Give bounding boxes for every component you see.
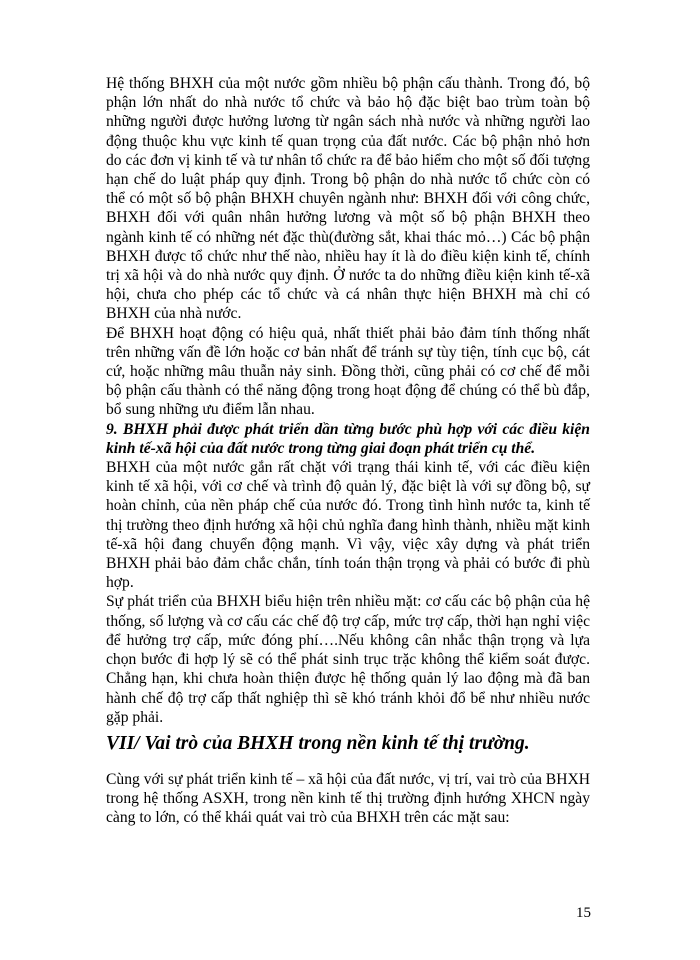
paragraph-bhxh-economy: BHXH của một nước gắn rất chặt với trạng thái kinh tế, với các điều kiện kinh tế xã hội, với cơ chế và trình độ quản lý, đặc biệt là với sự đồng bộ, sự hoàn chỉnh, của nền pháp chế của nước đó. Trong tình hình nước ta, kinh tế thị trường theo định hướng xã hội chủ nghĩa đang hình thành, nhiều mặt kinh tế-xã hội đang chuyển động mạnh. Vì vậy, việc xây dựng và phát triển BHXH phải bảo đảm chắc chắn, tính toán thận trọng và phải có bước đi phù hợp. xyxy=(106,459,590,592)
page-number: 15 xyxy=(576,905,591,921)
paragraph-bhxh-components: Hệ thống BHXH của một nước gồm nhiều bộ phận cấu thành. Trong đó, bộ phận lớn nhất do nhà nước tổ chức và bảo hộ đặc biệt bao trùm toàn bộ những người được hưởng lương từ ngân sách nhà nước và những người lao động thuộc khu vực kinh tế quan trọng của đất nước. Các bộ phận nhỏ hơn do các đơn vị kinh tế và tư nhân tổ chức ra để bảo hiểm cho một số đối tượng hạn chế do luật pháp quy định. Trong bộ phận do nhà nước tổ chức còn có thể có một số bộ phận BHXH chuyên ngành như: BHXH đối với công chức, BHXH đối với quân nhân hưởng lương và một số bộ phận BHXH theo ngành kinh tế có những nét đặc thù(đường sắt, khai thác mỏ…) Các bộ phận BHXH được tổ chức như thế nào, nhiều hay ít là do điều kiện kinh tế, chính trị xã hội và do nhà nước quy định. Ở nước ta do những điều kiện kinh tế-xã hội, chưa cho phép các tổ chức và cá nhân thực hiện BHXH mà chỉ có BHXH của nhà nước. xyxy=(106,75,590,323)
item-heading-9: 9. BHXH phải được phát triển dần từng bước phù hợp với các điều kiện kinh tế-xã hội của đất nước trong từng giai đoạn phát triển cụ thể. xyxy=(106,420,590,457)
document-body xyxy=(106,74,590,828)
paragraph-bhxh-unity: Để BHXH hoạt động có hiệu quả, nhất thiết phải bảo đảm tính thống nhất trên những vấn đề lớn hoặc cơ bản nhất để tránh sự tùy tiện, tính cục bộ, cát cứ, hoặc những mâu thuẫn nảy sinh. Đồng thời, cũng phải có cơ chế để mỗi bộ phận cấu thành có thể năng động trong hoạt động để chúng có thể bù đắp, bổ sung những ưu điểm lẫn nhau. xyxy=(106,324,590,419)
paragraph-bhxh-development: Sự phát triển của BHXH biểu hiện trên nhiều mặt: cơ cấu các bộ phận của hệ thống, số lượng và cơ cấu các chế độ trợ cấp, mức trợ cấp, thời hạn nghỉ việc để hưởng trợ cấp, mức đóng phí….Nếu không cân nhắc thận trọng và lựa chọn bước đi hợp lý sẽ có thể phát sinh trục trặc không thể kiểm soát được. Chẳng hạn, khi chưa hoàn thiện được hệ thống quản lý lao động mà đã ban hành chế độ trợ cấp thất nghiệp thì sẽ khó tránh khỏi đổ bể như nhiều nước gặp phải. xyxy=(106,593,590,726)
paragraph-bhxh-role: Cùng với sự phát triển kinh tế – xã hội của đất nước, vị trí, vai trò của BHXH trong hệ thống ASXH, trong nền kinh tế thị trường định hướng XHCN ngày càng to lớn, có thể khái quát vai trò của BHXH trên các mặt sau: xyxy=(106,770,590,827)
section-heading-vii: VII/ Vai trò của BHXH trong nền kinh tế thị trường. xyxy=(106,732,530,754)
